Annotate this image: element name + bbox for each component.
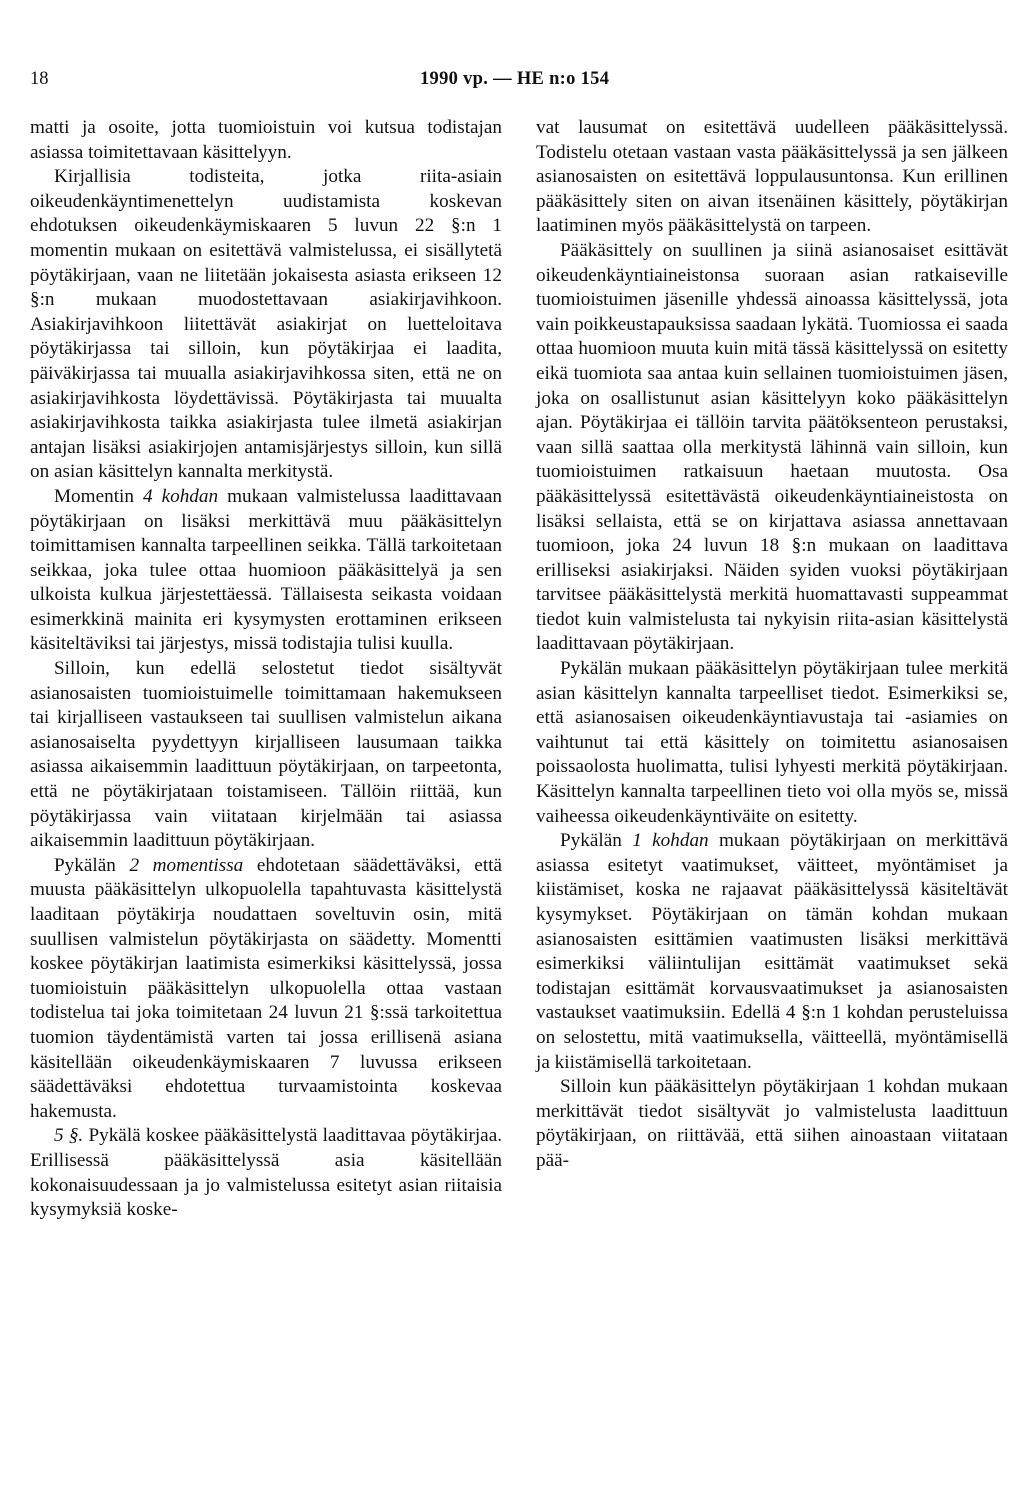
paragraph	[30, 1124, 502, 1222]
paragraph	[536, 116, 1008, 239]
paragraph	[30, 116, 502, 165]
paragraph-text: ehdotetaan säädettäväksi, että muusta pääkäsittelyn ulkopuolella tapahtuvasta käsittelystä laaditaan pöytäkirja noudattaen soveltuvin osin, mitä suullisen valmistelun pöytäkirjasta on säädetty. Momentti koskee pöytäkirjan laatimista esimerkiksi käsittelyssä, jossa tuomioistuin pääkäsittelyn ulkopuolella ottaa vastaan todistelua tai joka toimitetaan 24 luvun 21 §:ssä tarkoitettua tuomion täydentämistä varten tai jossa erillisenä asiana käsitellään oikeudenkäymiskaaren 7 luvussa erikseen säädettäväksi ehdotettua turvaamistointa koskevaa hakemusta.	[30, 854, 502, 1122]
paragraph-text: mukaan pöytäkirjaan on merkittävä asiassa esitetyt vaatimukset, väitteet, myöntämiset ja kiistämiset, koska ne rajaavat pääkäsittelyssä käsiteltävät kysymykset. Pöytäkirjaan on tämän kohdan mukaan asianosaisten esittämien vaatimusten lisäksi merkittävä esimerkiksi väliintulijan esittämät vaatimukset sekä todistajan esittämät korvausvaatimukset ja asianosaisten vastaukset vaatimuksiin. Edellä 4 §:n 1 kohdan perusteluissa on selostettu, mitä vaatimuksella, väitteellä, myöntämisellä ja kiistämisellä tarkoitetaan.	[536, 830, 1008, 1073]
paragraph-text: Silloin kun pääkäsittelyn pöytäkirjaan 1 kohdan mukaan merkittävät tiedot sisältyvät jo valmistelusta laadittuun pöytäkirjaan, on riittävää, että siihen ainoastaan viitataan pää-	[536, 1076, 1008, 1171]
paragraph	[30, 657, 502, 854]
paragraph-lead: Pykälän	[560, 830, 633, 852]
paragraph-italic-term: 4 kohdan	[142, 485, 219, 507]
paragraph-text: vat lausumat on esitettävä uudelleen pääkäsittelyssä. Todistelu otetaan vastaan vasta pääkäsittelyssä ja sen jälkeen asianosaisten on esitettävä loppulausuntonsa. Kun erillinen pääkäsittely siten on aivan itsenäinen käsittely, pöytäkirjan laatiminen myös pääkäsittelystä on tarpeen.	[536, 117, 1008, 237]
paragraph-text: matti ja osoite, jotta tuomioistuin voi kutsua todistajan asiassa toimitettavaan käsittelyyn.	[30, 117, 502, 163]
paragraph-text: Kirjallisia todisteita, jotka riita-asiain oikeudenkäyntimenettelyn uudistamista koskevan ehdotuksen oikeudenkäymiskaaren 5 luvun 22 §:n 1 momentin mukaan on esitettävä valmistelussa, ei sisällytetä pöytäkirjaan, vaan ne liitetään jokaisesta asiasta erikseen 12 §:n mukaan muodostettavaan asiakirjavihkoon. Asiakirjavihkoon liitettävät asiakirjat on luetteloitava pöytäkirjassa tai silloin, kun pöytäkirjaa ei laadita, päiväkirjassa tai muualla asiakirjavihkossa siten, että ne on asiakirjavihkosta löydettävissä. Pöytäkirjasta tai muualta asiakirjavihkosta taikka asiakirjasta tulee ilmetä asiakirjan antajan lisäksi asiakirjojen antamisjärjestys silloin, kun sillä on asian käsittelyn kannalta merkitystä.	[30, 166, 502, 483]
running-title: 1990 vp. — HE n:o 154	[420, 69, 610, 89]
paragraph-italic-term: 5 §.	[54, 1125, 84, 1147]
paragraph-lead: Momentin	[54, 485, 143, 507]
page-number: 18	[30, 69, 49, 89]
paragraph	[30, 485, 502, 657]
paragraph	[536, 829, 1008, 1075]
paragraph-text: Pykälän mukaan pääkäsittelyn pöytäkirjaan tulee merkitä asian käsittelyn kannalta tarpeelliset tiedot. Esimerkiksi se, että asianosaisen oikeudenkäyntiavustaja tai -asiamies on vaihtunut tai että käsittely on toimitettu asianosaisen poissaolosta huolimatta, tulisi lyhyesti merkitä pöytäkirjaan. Käsittelyn kannalta tarpeellinen tieto voi olla myös se, missä vaiheessa oikeudenkäyntiväite on esitetty.	[536, 658, 1008, 827]
page-header	[30, 64, 990, 94]
paragraph-text: Silloin, kun edellä selostetut tiedot sisältyvät asianosaisten tuomioistuimelle toimittamaan hakemukseen tai kirjalliseen vastaukseen tai suullisen valmistelun aikana asianosaiselta pyydettyyn kirjalliseen lausumaan taikka asiassa aikaisemmin laadittuun pöytäkirjaan, on tarpeetonta, että ne pöytäkirjataan toistamiseen. Tällöin riittää, kun pöytäkirjassa vain viitataan kirjelmään tai asiassa aikaisemmin laadittuun pöytäkirjaan.	[30, 658, 502, 852]
paragraph	[30, 854, 502, 1125]
paragraph	[536, 1075, 1008, 1173]
paragraph	[536, 657, 1008, 829]
left-column	[30, 116, 502, 1223]
paragraph-italic-term: 2 momentissa	[129, 854, 244, 876]
paragraph-lead: Pykälän	[54, 854, 130, 876]
paragraph	[536, 239, 1008, 657]
paragraph-text: mukaan valmistelussa laadittavaan pöytäkirjaan on lisäksi merkittävä muu pääkäsittelyn toimittamisen kannalta tarpeellinen seikka. Tällä tarkoitetaan seikkaa, joka tulee ottaa huomioon pääkäsittelyä ja sen ulkoista kulkua järjestettäessä. Tällaisesta seikasta voidaan esimerkkinä mainita eri kysymysten erottaminen erikseen käsiteltäviksi tai järjestys, missä todistajia tulisi kuulla.	[30, 485, 502, 655]
paragraph-text: Pääkäsittely on suullinen ja siinä asianosaiset esittävät oikeudenkäyntiaineistonsa suoraan asian ratkaiseville tuomioistuimen jäsenille yhdessä ainoassa käsittelyssä, jota vain poikkeustapauksissa saadaan lykätä. Tuomiossa ei saada ottaa huomioon muuta kuin mitä tässä käsittelyssä on esitetty eikä tuomiota saa antaa kuin sellainen tuomioistuimen jäsen, joka on osallistunut asian käsittelyyn koko pääkäsittelyn ajan. Pöytäkirjaa ei tällöin tarvita päätöksenteon perustaksi, vaan sillä saattaa olla merkitystä lähinnä vain silloin, kun tuomioistuimen ratkaisuun haetaan muutosta. Osa pääkäsittelyssä esitettävästä oikeudenkäyntiaineistosta on lisäksi sellaista, että se on kirjattava asiassa annettavaan tuomioon, joka 24 luvun 18 §:n mukaan on laadittava erilliseksi asiakirjaksi. Näiden syiden vuoksi pöytäkirjaan tarvitsee pääkäsittelystä merkitä huomattavasti suppeammat tiedot kuin valmistelusta tai nykyisin riita-asian käsittelystä laadittavaan pöytäkirjaan.	[536, 239, 1008, 655]
right-column	[536, 116, 1008, 1174]
paragraph-italic-term: 1 kohdan	[632, 830, 709, 852]
paragraph-text: Pykälä koskee pääkäsittelystä laadittavaa pöytäkirjaa. Erillisessä pääkäsittelyssä asia käsitellään kokonaisuudessaan ja jo valmistelussa esitetyt asian riitaisia kysymyksiä koske-	[30, 1125, 503, 1221]
paragraph	[30, 165, 502, 485]
